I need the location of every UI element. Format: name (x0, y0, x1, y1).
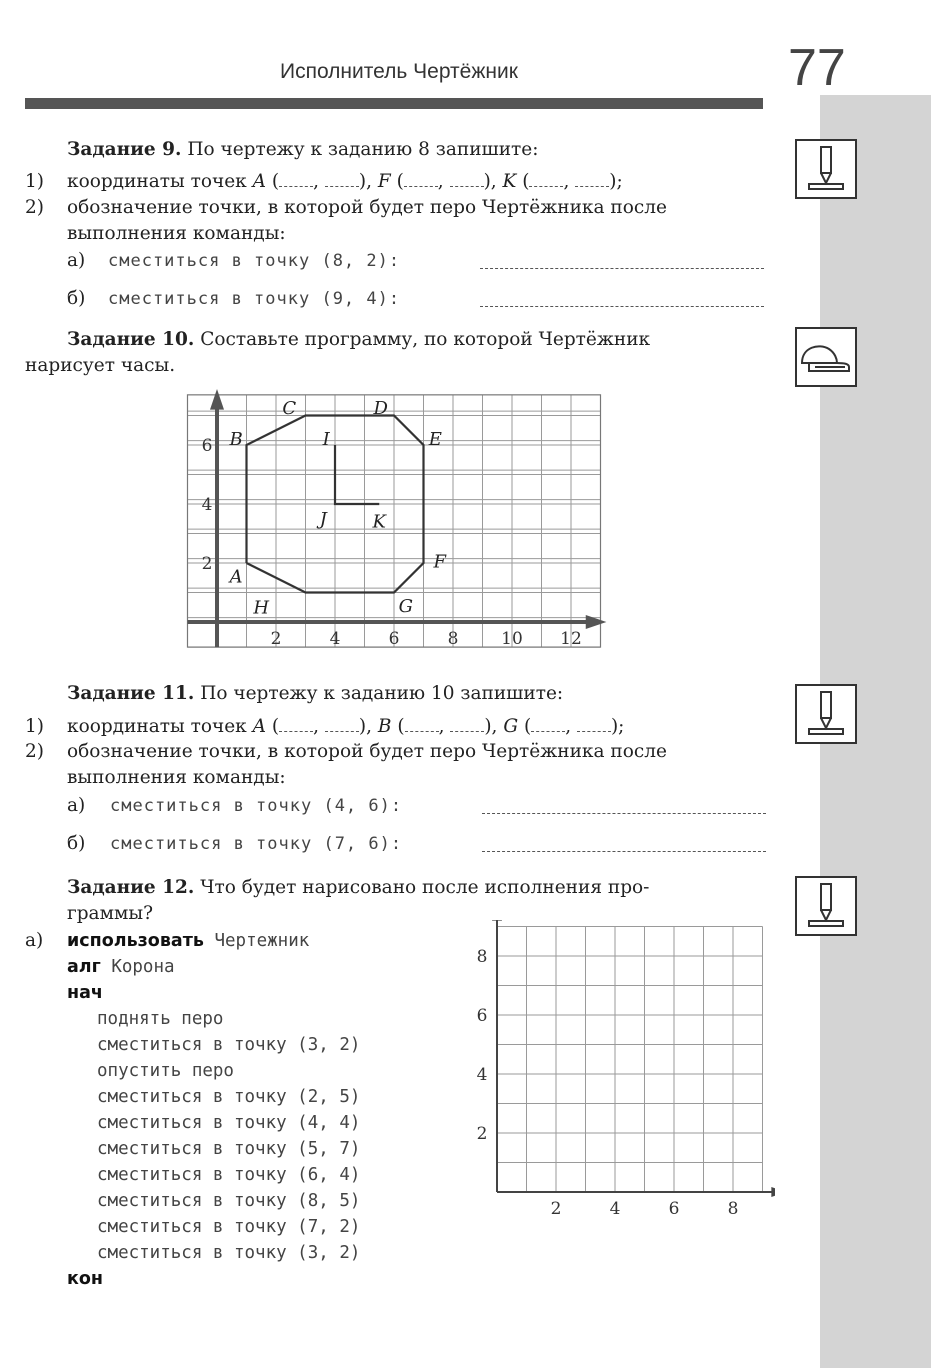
y-tick-label: 4 (476, 1065, 488, 1085)
sub-label: а) (67, 795, 86, 816)
x-tick-label: 4 (329, 629, 341, 649)
point-name: G (503, 716, 519, 737)
answer-blank[interactable] (577, 717, 611, 732)
answer-blank[interactable] (529, 172, 563, 187)
point-label: E (428, 429, 442, 451)
x-tick-label: 6 (388, 629, 400, 649)
answer-blank[interactable] (450, 717, 484, 732)
y-tick-label: 4 (201, 495, 213, 515)
program-command: сместиться в точку (8, 5) (97, 1191, 361, 1211)
item-text: обозначение точки, в которой будет перо Чертёжника после (67, 741, 667, 762)
task11-item1: координаты точек A ( , ), B ( , ), G ( , ); (67, 716, 625, 737)
answer-blank[interactable] (405, 717, 439, 732)
answer-blank[interactable] (404, 172, 438, 187)
x-tick-label: 8 (727, 1199, 739, 1219)
answer-blank[interactable] (325, 172, 359, 187)
point-label: D (373, 398, 388, 420)
sub-label: а) (67, 250, 86, 271)
x-tick-label: 4 (609, 1199, 621, 1219)
x-tick-label: 12 (560, 629, 582, 649)
answer-line[interactable] (480, 268, 764, 269)
point-name: F (377, 171, 391, 192)
task-text: Что будет нарисовано после исполнения про- (200, 877, 650, 898)
program-command: сместиться в точку (3, 2) (97, 1035, 361, 1055)
empty-drawing-grid (465, 920, 775, 1225)
answer-blank[interactable] (575, 172, 609, 187)
item-number: 2) (25, 741, 44, 762)
point-name: A (252, 716, 266, 737)
command-text: сместиться в точку (7, 6): (110, 834, 403, 854)
x-tick-label: 10 (501, 629, 523, 649)
answer-blank[interactable] (325, 717, 359, 732)
task-text: граммы? (67, 903, 153, 924)
program-listing (67, 928, 360, 1292)
y-axis-arrow (492, 920, 502, 921)
item-text: обозначение точки, в которой будет перо Чертёжника после (67, 197, 667, 218)
pencil-icon (795, 684, 857, 744)
keyword: использовать (67, 931, 204, 951)
x-tick-label: 6 (668, 1199, 680, 1219)
x-tick-label: 8 (447, 629, 459, 649)
task12-heading (67, 875, 764, 901)
point-label: C (282, 398, 297, 420)
task-text: По чертежу к заданию 8 запишите: (187, 139, 539, 160)
item-text: координаты точек (67, 716, 247, 737)
point-name: B (377, 716, 392, 737)
y-tick-label: 2 (476, 1124, 488, 1144)
clock-drawing-grid (180, 384, 610, 654)
sub-label: б) (67, 833, 86, 854)
keyword: нач (67, 983, 103, 1003)
program-command: сместиться в точку (6, 4) (97, 1165, 361, 1185)
point-name: A (252, 171, 266, 192)
program-command: сместиться в точку (3, 2) (97, 1243, 361, 1263)
answer-line[interactable] (482, 813, 766, 814)
x-axis-arrow (771, 1187, 775, 1197)
point-label: G (398, 595, 413, 617)
program-arg: Чертежник (214, 931, 310, 951)
answer-line[interactable] (480, 306, 764, 307)
sub-label: а) (25, 930, 44, 951)
point-label: K (372, 511, 386, 533)
item-number: 2) (25, 197, 44, 218)
running-header: Исполнитель Чертёжник (280, 60, 518, 83)
y-tick-label: 2 (201, 554, 213, 574)
command-text: сместиться в точку (9, 4): (108, 289, 401, 309)
item-text: выполнения команды: (67, 767, 286, 788)
point-label: I (322, 429, 330, 451)
task-text: Составьте программу, по которой Чертёжник (200, 329, 651, 350)
program-command: сместиться в точку (7, 2) (97, 1217, 361, 1237)
item-text: координаты точек (67, 171, 247, 192)
command-text: сместиться в точку (8, 2): (108, 251, 401, 271)
task-text: По чертежу к заданию 10 запишите: (200, 683, 564, 704)
program-command: сместиться в точку (4, 4) (97, 1113, 361, 1133)
task9-heading (67, 137, 538, 163)
point-label: J (319, 508, 327, 530)
computer-mouse-icon (795, 327, 857, 387)
x-tick-label: 2 (270, 629, 282, 649)
header-rule (25, 98, 763, 109)
point-label: H (253, 597, 270, 619)
task-title: Задание 11. (67, 683, 195, 704)
y-tick-label: 6 (201, 436, 213, 456)
task-title: Задание 12. (67, 877, 195, 898)
item-number: 1) (25, 171, 44, 192)
program-command: сместиться в точку (5, 7) (97, 1139, 361, 1159)
sub-label: б) (67, 288, 86, 309)
answer-blank[interactable] (279, 172, 313, 187)
task-title: Задание 9. (67, 139, 182, 160)
algorithm-name: Корона (111, 957, 175, 977)
keyword: алг (67, 957, 101, 977)
task-title: Задание 10. (67, 329, 195, 350)
y-axis-arrow (210, 389, 224, 410)
pencil-icon (795, 876, 857, 936)
answer-line[interactable] (482, 851, 766, 852)
answer-blank[interactable] (450, 172, 484, 187)
keyword: кон (67, 1269, 103, 1289)
program-command: сместиться в точку (2, 5) (97, 1087, 361, 1107)
y-tick-label: 8 (476, 947, 488, 967)
answer-blank[interactable] (531, 717, 565, 732)
task11-heading (67, 681, 563, 707)
y-tick-label: 6 (476, 1006, 488, 1026)
command-text: сместиться в точку (4, 6): (110, 796, 403, 816)
point-label: F (433, 551, 446, 573)
item-number: 1) (25, 716, 44, 737)
program-command: поднять перо (97, 1009, 224, 1029)
page-number: 77 (788, 39, 846, 97)
task10-heading (67, 327, 764, 353)
x-tick-label: 2 (550, 1199, 562, 1219)
item-text: выполнения команды: (67, 223, 286, 244)
task-text: нарисует часы. (25, 355, 176, 376)
point-name: K (502, 171, 517, 192)
answer-blank[interactable] (279, 717, 313, 732)
pencil-icon (795, 139, 857, 199)
point-label: B (229, 429, 243, 451)
program-command: опустить перо (97, 1061, 234, 1081)
task9-item1: координаты точек A ( , ), F ( , ), K ( , ); (67, 171, 623, 192)
point-label: A (229, 566, 243, 588)
